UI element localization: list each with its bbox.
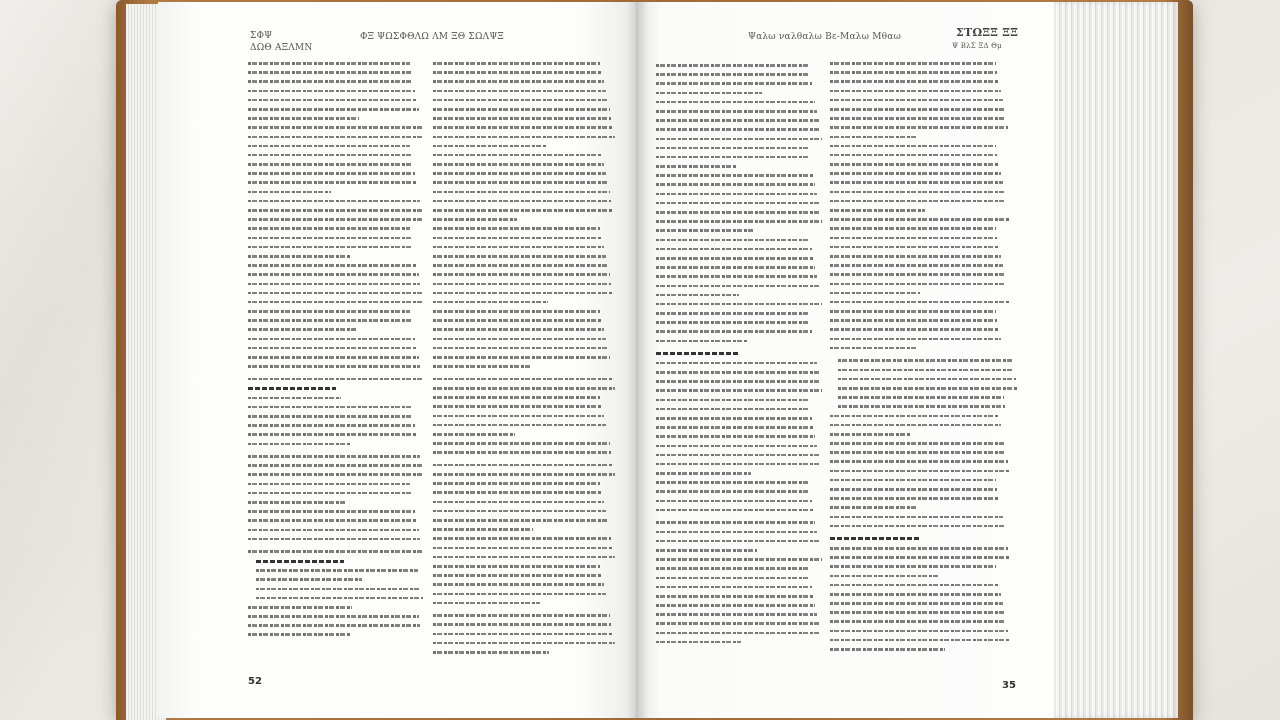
text-line — [433, 71, 602, 74]
text-line — [433, 246, 604, 249]
text-line — [830, 602, 1003, 605]
text-line — [248, 633, 350, 636]
text-line — [656, 417, 812, 420]
text-line — [248, 387, 336, 390]
text-line — [433, 310, 600, 313]
text-line — [838, 378, 1016, 381]
text-line — [433, 191, 610, 194]
text-line — [248, 145, 410, 148]
text-line — [248, 347, 417, 350]
text-line — [830, 301, 1010, 304]
text-line — [830, 347, 916, 350]
text-line — [248, 615, 419, 618]
text-line — [433, 292, 613, 295]
text-line — [433, 464, 613, 467]
text-line — [830, 442, 1005, 445]
text-line — [433, 583, 604, 586]
text-line — [830, 117, 1006, 120]
text-line — [433, 415, 604, 418]
text-line — [248, 227, 410, 230]
text-line — [433, 80, 604, 83]
text-line — [656, 490, 810, 493]
left-page-header-right: ΦΞ ΨΩΣΦΘΛΩ ΛΜ ΞΘ ΣΩΛΨΞ — [360, 32, 504, 42]
text-line — [830, 620, 1006, 623]
text-line — [656, 340, 747, 343]
text-line — [433, 396, 600, 399]
text-line — [248, 624, 420, 627]
text-line — [830, 80, 999, 83]
text-line — [433, 602, 540, 605]
text-line — [656, 472, 751, 475]
text-line — [248, 483, 410, 486]
text-line — [433, 108, 610, 111]
text-line — [656, 211, 820, 214]
text-line — [830, 283, 1006, 286]
text-line — [656, 481, 809, 484]
text-line — [433, 209, 613, 212]
text-line — [248, 328, 357, 331]
text-line — [433, 136, 615, 139]
text-line — [656, 586, 812, 589]
text-line — [248, 464, 422, 467]
text-line — [830, 136, 918, 139]
text-line — [838, 359, 1013, 362]
text-line — [656, 92, 762, 95]
text-line — [656, 193, 817, 196]
text-line — [248, 492, 412, 495]
text-line — [248, 510, 415, 513]
text-line — [656, 110, 817, 113]
text-line — [656, 303, 822, 306]
text-line — [433, 227, 600, 230]
text-line — [248, 443, 350, 446]
text-line — [433, 528, 533, 531]
text-line — [830, 497, 999, 500]
text-line — [830, 565, 996, 568]
left-page-column-1 — [248, 62, 424, 643]
text-line — [433, 501, 604, 504]
text-line — [830, 328, 999, 331]
text-line — [248, 606, 352, 609]
text-line — [248, 473, 424, 476]
text-line — [248, 529, 419, 532]
text-line — [830, 451, 1006, 454]
right-page-column-1 — [656, 64, 822, 650]
text-line — [830, 200, 1006, 203]
text-line — [433, 565, 600, 568]
text-line — [248, 136, 424, 139]
text-line — [830, 639, 1010, 642]
text-line — [656, 577, 810, 580]
text-line — [830, 630, 1008, 633]
text-line — [256, 578, 362, 581]
text-line — [656, 362, 817, 365]
text-line — [433, 328, 604, 331]
text-line — [656, 64, 809, 67]
text-line — [433, 90, 606, 93]
text-line — [656, 408, 810, 411]
text-line — [830, 415, 999, 418]
text-line — [656, 248, 812, 251]
text-line — [656, 294, 739, 297]
text-line — [248, 455, 420, 458]
text-line — [830, 470, 1010, 473]
text-line — [433, 405, 602, 408]
text-line — [248, 117, 359, 120]
text-line — [248, 237, 412, 240]
text-line — [433, 378, 613, 381]
text-line — [830, 227, 996, 230]
text-line — [830, 62, 996, 65]
text-line — [838, 396, 1004, 399]
text-line — [433, 537, 611, 540]
text-line — [248, 200, 420, 203]
text-line — [248, 501, 347, 504]
text-line — [248, 356, 419, 359]
text-line — [656, 138, 822, 141]
text-line — [248, 209, 422, 212]
text-line — [248, 264, 417, 267]
text-line — [830, 479, 996, 482]
text-line — [838, 369, 1014, 372]
text-line — [656, 521, 815, 524]
text-line — [656, 165, 736, 168]
text-line — [248, 319, 412, 322]
text-line — [656, 540, 819, 543]
text-line — [830, 338, 1001, 341]
text-line — [656, 509, 814, 512]
text-line — [433, 482, 600, 485]
text-line — [656, 285, 819, 288]
text-line — [433, 117, 611, 120]
left-page — [158, 2, 636, 718]
text-line — [838, 405, 1005, 408]
text-line — [433, 145, 546, 148]
text-line — [656, 454, 819, 457]
text-line — [656, 321, 810, 324]
text-line — [830, 516, 1003, 519]
text-line — [248, 550, 422, 553]
text-line — [656, 239, 810, 242]
text-line — [433, 547, 613, 550]
text-line — [656, 604, 815, 607]
text-line — [830, 218, 1010, 221]
text-line — [656, 371, 819, 374]
text-line — [248, 246, 413, 249]
text-line — [248, 273, 419, 276]
text-line — [830, 593, 1001, 596]
right-page — [636, 2, 1054, 718]
text-line — [830, 145, 996, 148]
text-line — [248, 172, 415, 175]
text-line — [248, 154, 412, 157]
text-line — [656, 266, 815, 269]
text-line — [656, 613, 817, 616]
text-line — [830, 584, 999, 587]
text-line — [656, 128, 820, 131]
text-line — [433, 519, 608, 522]
text-line — [656, 380, 820, 383]
text-line — [248, 397, 341, 400]
text-line — [433, 163, 604, 166]
text-line — [830, 648, 945, 651]
text-line — [256, 588, 421, 591]
text-line — [830, 273, 1005, 276]
text-line — [830, 506, 918, 509]
text-line — [248, 406, 412, 409]
text-line — [656, 531, 817, 534]
text-line — [830, 547, 1008, 550]
text-line — [433, 424, 606, 427]
text-line — [248, 283, 420, 286]
text-line — [830, 575, 938, 578]
text-line — [433, 99, 608, 102]
text-line — [433, 623, 611, 626]
text-line — [830, 90, 1001, 93]
text-line — [433, 442, 610, 445]
text-line — [830, 537, 920, 540]
text-line — [433, 319, 602, 322]
text-line — [433, 387, 615, 390]
text-line — [830, 424, 1001, 427]
right-page-header-right-sub: Ψ ΒλΣ ΞΔ Θμ — [952, 42, 1002, 50]
text-line — [433, 172, 606, 175]
text-line — [433, 356, 610, 359]
text-line — [248, 163, 413, 166]
text-line — [656, 156, 810, 159]
text-line — [830, 99, 1003, 102]
text-line — [656, 352, 739, 355]
text-line — [830, 154, 997, 157]
text-line — [248, 191, 331, 194]
text-line — [433, 574, 602, 577]
right-page-header-right: ΣΤΩΞΞ ΞΞ — [956, 26, 1019, 39]
text-line — [433, 451, 611, 454]
left-page-column-2 — [433, 62, 615, 660]
page-stack-right — [1050, 2, 1178, 718]
text-line — [433, 338, 606, 341]
text-line — [656, 101, 815, 104]
text-line — [830, 525, 1005, 528]
text-line — [256, 597, 423, 600]
text-line — [248, 310, 410, 313]
text-line — [248, 126, 422, 129]
text-line — [656, 445, 817, 448]
text-line — [656, 119, 819, 122]
text-line — [433, 510, 606, 513]
text-line — [656, 73, 810, 76]
text-line — [830, 163, 999, 166]
right-page-number: 35 — [1002, 680, 1016, 691]
text-line — [656, 558, 822, 561]
text-line — [248, 301, 424, 304]
text-line — [433, 255, 606, 258]
text-line — [248, 415, 413, 418]
left-page-number: 52 — [248, 676, 262, 687]
text-line — [248, 338, 415, 341]
text-line — [656, 330, 812, 333]
text-line — [656, 220, 822, 223]
text-line — [433, 556, 615, 559]
text-line — [433, 347, 608, 350]
text-line — [433, 283, 611, 286]
text-line — [433, 200, 611, 203]
text-line — [830, 108, 1005, 111]
text-line — [256, 560, 344, 563]
text-line — [830, 310, 996, 313]
text-line — [830, 264, 1003, 267]
text-line — [248, 71, 412, 74]
text-line — [656, 595, 814, 598]
text-line — [656, 632, 820, 635]
text-line — [433, 273, 610, 276]
text-line — [656, 435, 815, 438]
text-line — [433, 593, 606, 596]
text-line — [656, 641, 741, 644]
text-line — [433, 365, 531, 368]
text-line — [830, 319, 997, 322]
text-line — [656, 229, 754, 232]
text-line — [248, 433, 417, 436]
text-line — [830, 611, 1005, 614]
text-line — [830, 126, 1008, 129]
text-line — [433, 218, 517, 221]
text-line — [433, 633, 613, 636]
text-line — [656, 257, 814, 260]
text-line — [830, 488, 997, 491]
text-line — [433, 264, 608, 267]
left-page-header-left: ΣΦΨ ΔΩΘ ΑΞΛΜΝ — [250, 31, 313, 53]
text-line — [656, 82, 812, 85]
text-line — [433, 301, 548, 304]
text-line — [656, 275, 817, 278]
text-line — [248, 292, 422, 295]
text-line — [830, 255, 1001, 258]
text-line — [830, 209, 925, 212]
text-line — [830, 191, 1005, 194]
text-line — [248, 424, 415, 427]
text-line — [248, 255, 350, 258]
text-line — [830, 292, 920, 295]
text-line — [433, 614, 610, 617]
text-line — [830, 237, 997, 240]
text-line — [433, 154, 602, 157]
text-line — [433, 651, 549, 654]
text-line — [433, 433, 515, 436]
text-line — [656, 183, 815, 186]
text-line — [656, 463, 820, 466]
text-line — [248, 181, 417, 184]
text-line — [433, 126, 613, 129]
text-line — [830, 433, 911, 436]
text-line — [248, 365, 420, 368]
text-line — [656, 389, 822, 392]
text-line — [248, 80, 413, 83]
text-line — [248, 378, 422, 381]
text-line — [248, 62, 410, 65]
text-line — [433, 181, 608, 184]
text-line — [656, 549, 757, 552]
text-line — [248, 519, 417, 522]
text-line — [830, 556, 1010, 559]
right-page-column-2 — [830, 62, 1010, 657]
text-line — [433, 642, 615, 645]
text-line — [248, 90, 415, 93]
text-line — [656, 500, 812, 503]
text-line — [433, 62, 600, 65]
text-line — [656, 202, 819, 205]
text-line — [830, 246, 999, 249]
text-line — [830, 181, 1003, 184]
text-line — [656, 399, 809, 402]
text-line — [248, 99, 417, 102]
text-line — [830, 71, 997, 74]
text-line — [656, 147, 809, 150]
text-line — [656, 622, 819, 625]
right-page-header-center: Ψαλω ναλθαλω Βε-Μαλω Μθαω — [748, 32, 902, 42]
text-line — [656, 426, 814, 429]
text-line — [248, 108, 419, 111]
text-line — [830, 460, 1008, 463]
text-line — [248, 538, 420, 541]
text-line — [248, 218, 424, 221]
text-line — [656, 567, 809, 570]
text-line — [433, 237, 602, 240]
text-line — [433, 473, 615, 476]
text-line — [433, 491, 602, 494]
text-line — [256, 569, 418, 572]
text-line — [656, 312, 809, 315]
text-line — [656, 174, 814, 177]
text-line — [830, 172, 1001, 175]
text-line — [838, 387, 1018, 390]
